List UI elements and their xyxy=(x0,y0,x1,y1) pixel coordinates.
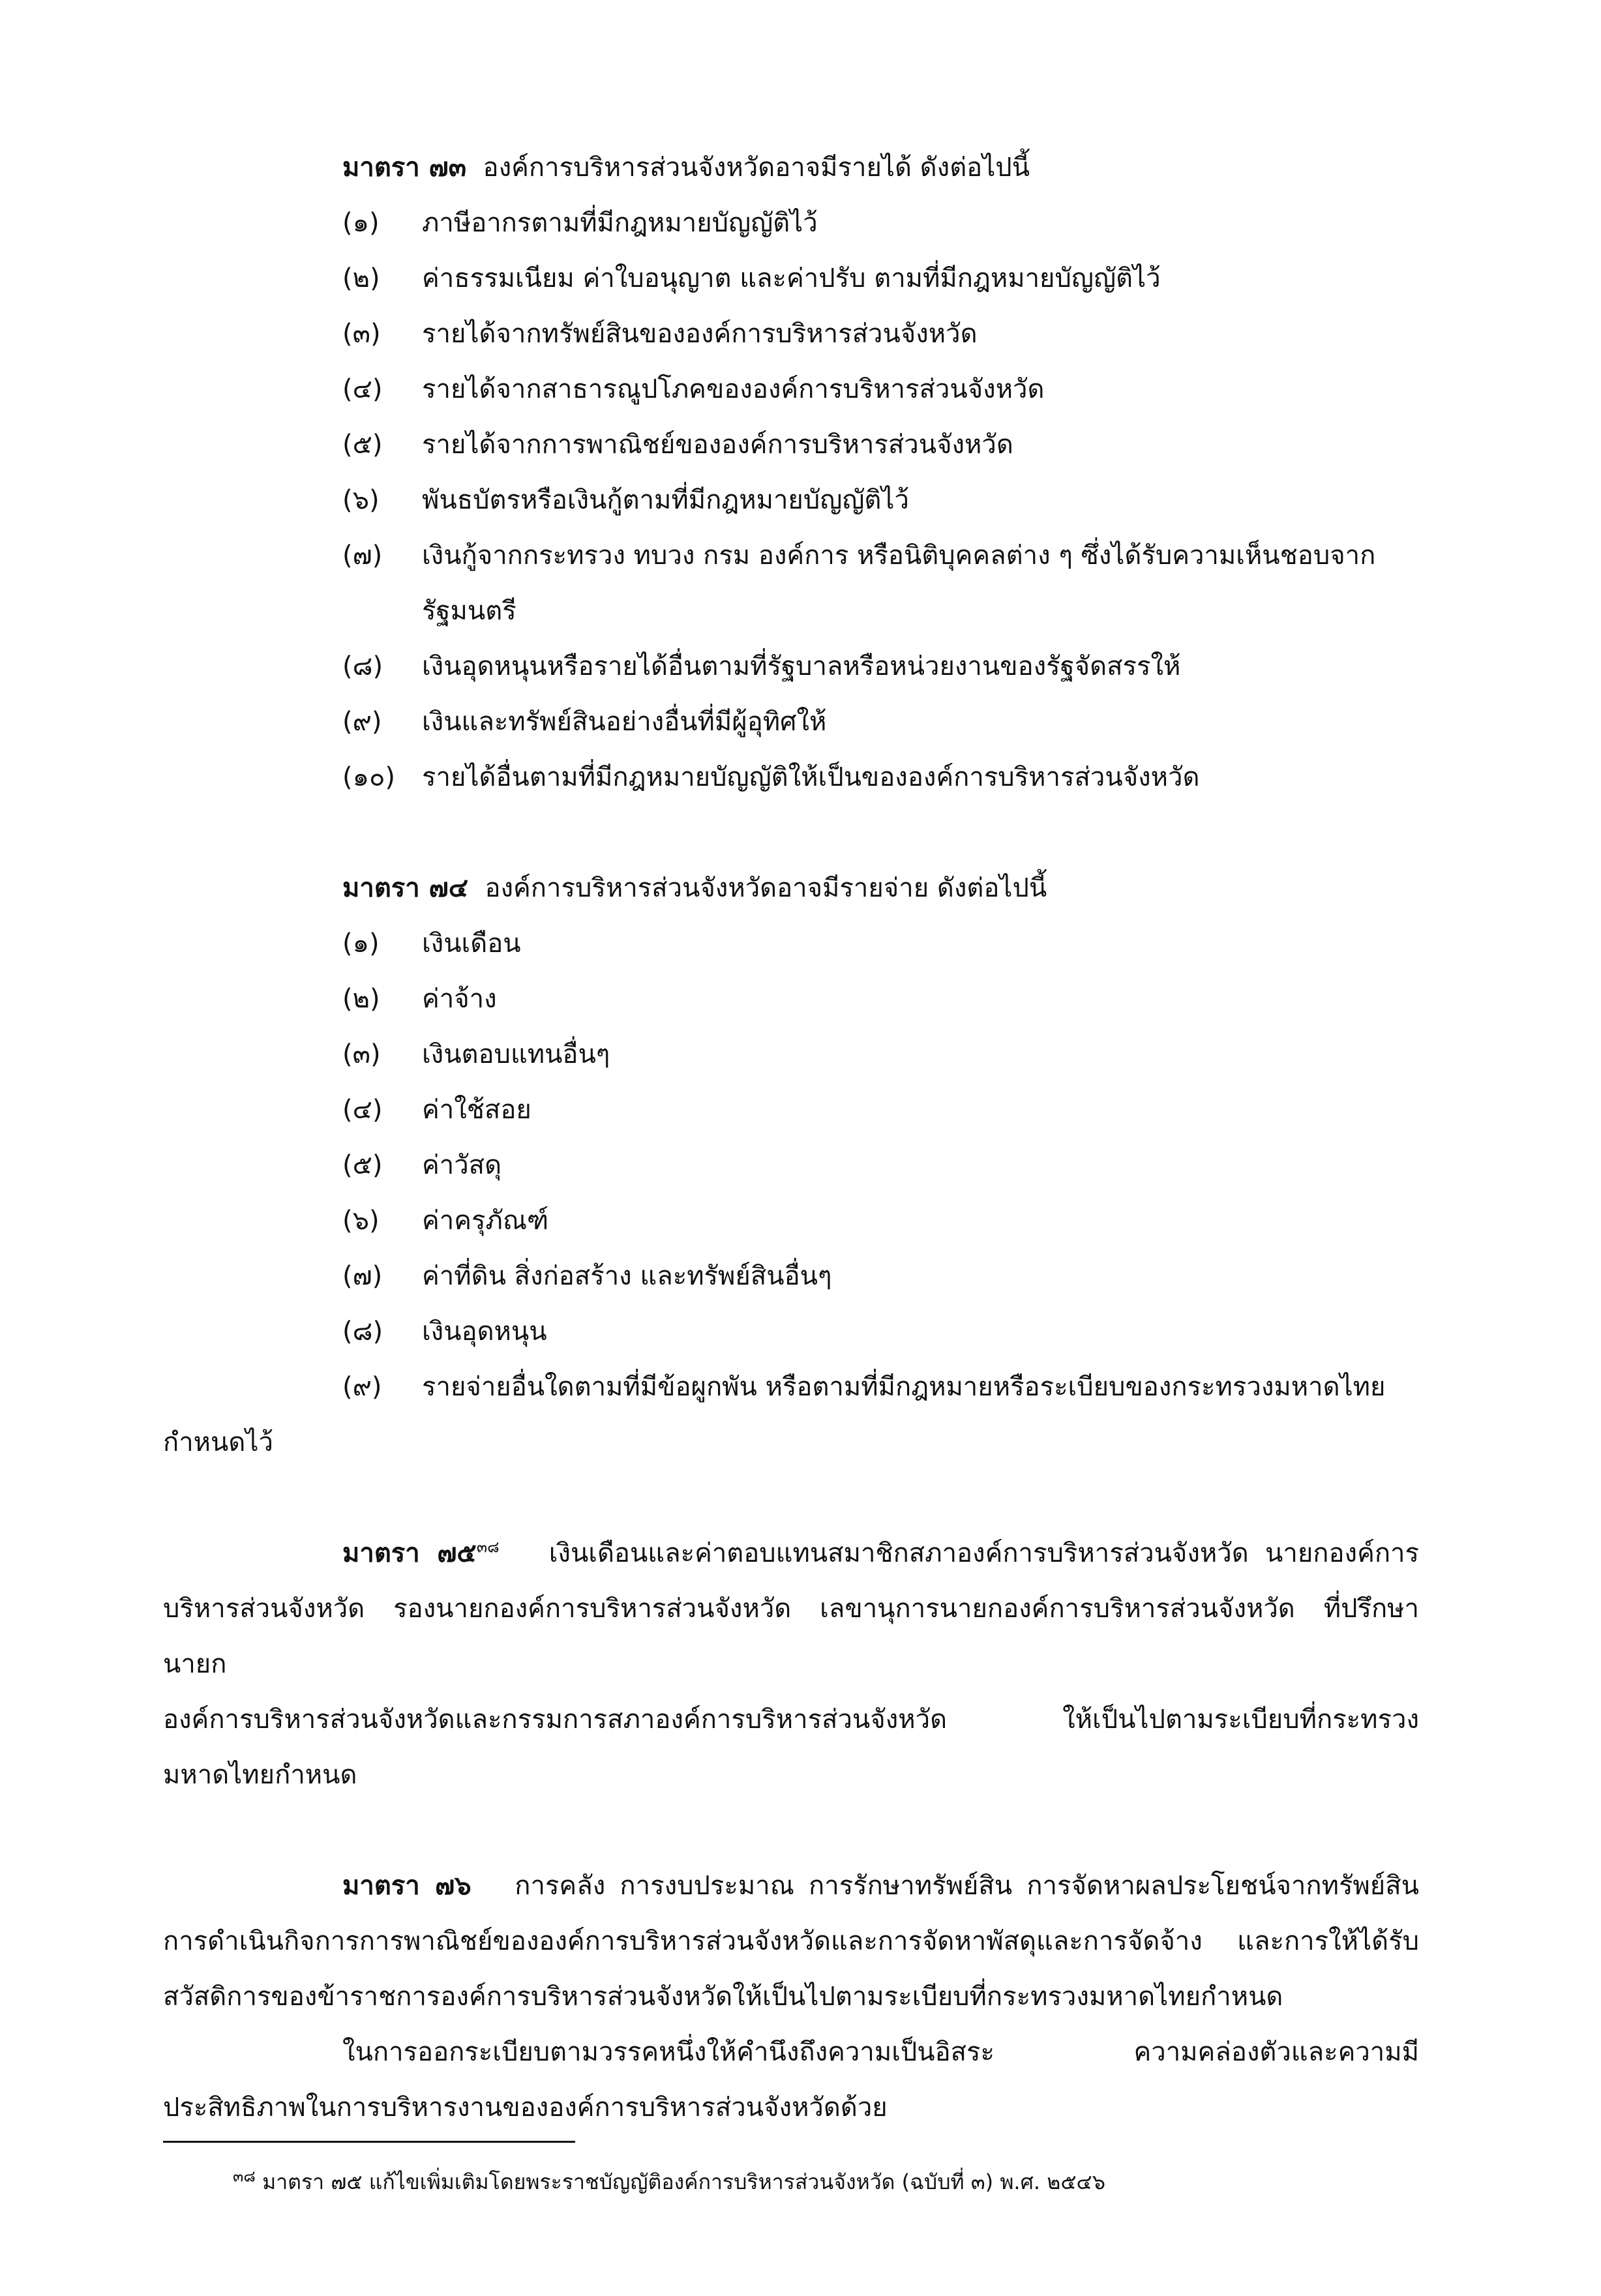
document-page xyxy=(163,140,1419,2201)
footnote xyxy=(163,2162,1419,2201)
item-number: (๔) xyxy=(342,1095,383,1125)
list-item xyxy=(163,1360,1419,1415)
section-74-heading xyxy=(163,861,1419,916)
item-number: (๕) xyxy=(342,430,383,460)
list-item xyxy=(163,1138,1419,1193)
section-75-line-4: มหาดไทยกำหนด xyxy=(163,1760,357,1790)
item-number: (๓) xyxy=(342,1039,381,1069)
section-text: องค์การบริหารส่วนจังหวัดอาจมีรายได้ ดังต่อไปนี้ xyxy=(483,153,1030,183)
section-text: การคลัง การงบประมาณ การรักษาทรัพย์สิน การจัดหาผลประโยชน์จากทรัพย์สิน xyxy=(515,1871,1419,1901)
list-item xyxy=(163,694,1419,750)
item-text: เงินตอบแทนอื่นๆ xyxy=(422,1039,610,1069)
list-item xyxy=(163,1082,1419,1138)
item-text: รายได้อื่นตามที่มีกฎหมายบัญญัติให้เป็นขององค์การบริหารส่วนจังหวัด xyxy=(422,762,1200,792)
list-item xyxy=(163,528,1419,639)
section-76-para2-line-2: ประสิทธิภาพในการบริหารงานขององค์การบริหารส่วนจังหวัดด้วย xyxy=(163,2093,888,2123)
list-item xyxy=(163,473,1419,528)
section-76-para2-line-1: ในการออกระเบียบตามวรรคหนึ่งให้คำนึงถึงความเป็นอิสระ ความคล่องตัวและความมี xyxy=(342,2037,1419,2067)
list-item xyxy=(163,251,1419,306)
section-label: มาตรา ๗๓ xyxy=(342,153,467,183)
item-text: ค่าครุภัณฑ์ xyxy=(422,1206,549,1236)
footnote-ref: ๓๘ xyxy=(476,1538,500,1557)
section-label: มาตรา ๗๔ xyxy=(342,873,469,903)
item-text: เงินและทรัพย์สินอย่างอื่นที่มีผู้อุทิศให้ xyxy=(422,707,827,737)
list-item xyxy=(163,417,1419,473)
item-text: ค่าใช้สอย xyxy=(422,1095,531,1125)
section-73-heading xyxy=(163,140,1419,196)
item-number: (๘) xyxy=(342,1317,383,1347)
section-76-line-2: การดำเนินกิจการการพาณิชย์ขององค์การบริหารส่วนจังหวัดและการจัดหาพัสดุและการจัดจ้าง และการให้ได้รับ xyxy=(163,1926,1419,1956)
item-text: ค่าธรรมเนียม ค่าใบอนุญาต และค่าปรับ ตามที่มีกฎหมายบัญญัติไว้ xyxy=(422,263,1161,293)
item-text: ค่าที่ดิน สิ่งก่อสร้าง และทรัพย์สินอื่นๆ xyxy=(422,1261,832,1291)
list-item xyxy=(163,196,1419,251)
item-text: รายได้จากทรัพย์สินขององค์การบริหารส่วนจังหวัด xyxy=(422,319,978,349)
section-75-line-3: องค์การบริหารส่วนจังหวัดและกรรมการสภาองค์การบริหารส่วนจังหวัด ให้เป็นไปตามระเบียบที่กระทรวง xyxy=(163,1705,1419,1735)
footnote-divider xyxy=(163,2141,575,2143)
item-text: ค่าจ้าง xyxy=(422,984,497,1014)
list-item xyxy=(163,750,1419,805)
section-gap xyxy=(163,1803,1419,1858)
item-number: (๙) xyxy=(342,1372,382,1402)
item-text: พันธบัตรหรือเงินกู้ตามที่มีกฎหมายบัญญัติไว้ xyxy=(422,485,909,515)
list-item xyxy=(163,306,1419,362)
item-number: (๑) xyxy=(342,929,380,959)
item-number: (๗) xyxy=(342,541,383,571)
list-item xyxy=(163,362,1419,417)
item-number: (๒) xyxy=(342,984,380,1014)
section-text: เงินเดือนและค่าตอบแทนสมาชิกสภาองค์การบริหารส่วนจังหวัด นายกองค์การ xyxy=(548,1538,1419,1568)
section-74-continuation: กำหนดไว้ xyxy=(163,1427,273,1457)
item-number: (๑) xyxy=(342,208,380,238)
section-label: มาตรา ๗๕ xyxy=(342,1538,477,1568)
item-text: เงินอุดหนุน xyxy=(422,1317,547,1347)
section-label: มาตรา ๗๖ xyxy=(342,1871,471,1901)
footnote-number: ๓๘ xyxy=(233,2167,256,2186)
list-item xyxy=(163,1249,1419,1304)
item-number: (๕) xyxy=(342,1150,383,1180)
item-text: ภาษีอากรตามที่มีกฎหมายบัญญัติไว้ xyxy=(422,208,818,238)
item-text: เงินกู้จากกระทรวง ทบวง กรม องค์การ หรือนิติบุคคลต่าง ๆ ซึ่งได้รับความเห็นชอบจากรัฐมนตรี xyxy=(422,541,1376,626)
item-number: (๑๐) xyxy=(342,762,396,792)
item-text: รายจ่ายอื่นใดตามที่มีข้อผูกพัน หรือตามที่มีกฎหมายหรือระเบียบของกระทรวงมหาดไทย xyxy=(422,1372,1386,1402)
item-number: (๒) xyxy=(342,263,380,293)
item-number: (๓) xyxy=(342,319,381,349)
list-item xyxy=(163,1027,1419,1082)
list-item xyxy=(163,972,1419,1027)
item-number: (๔) xyxy=(342,374,383,404)
item-number: (๖) xyxy=(342,485,380,515)
item-text: รายได้จากการพาณิชย์ขององค์การบริหารส่วนจังหวัด xyxy=(422,430,1013,460)
footnote-text: มาตรา ๗๕ แก้ไขเพิ่มเติมโดยพระราชบัญญัติองค์การบริหารส่วนจังหวัด (ฉบับที่ ๓) พ.ศ. ๒๕๔๖ xyxy=(262,2169,1106,2194)
item-text: รายได้จากสาธารณูปโภคขององค์การบริหารส่วนจังหวัด xyxy=(422,374,1045,404)
list-item xyxy=(163,1304,1419,1360)
section-75-line-1 xyxy=(163,1526,1419,1581)
section-74-items xyxy=(163,916,1419,1415)
item-number: (๖) xyxy=(342,1206,380,1236)
section-76-line-3: สวัสดิการของข้าราชการองค์การบริหารส่วนจังหวัดให้เป็นไปตามระเบียบที่กระทรวงมหาดไทยกำหนด xyxy=(163,1982,1283,2012)
section-75-line-2: บริหารส่วนจังหวัด รองนายกองค์การบริหารส่วนจังหวัด เลขานุการนายกองค์การบริหารส่วนจังหวัด ที่ปรึกษานายก xyxy=(163,1594,1419,1679)
list-item xyxy=(163,1193,1419,1249)
item-text: ค่าวัสดุ xyxy=(422,1150,502,1180)
section-gap xyxy=(163,1470,1419,1526)
section-gap xyxy=(163,805,1419,861)
item-number: (๙) xyxy=(342,707,382,737)
item-text: เงินเดือน xyxy=(422,929,521,959)
list-item xyxy=(163,639,1419,694)
section-text: องค์การบริหารส่วนจังหวัดอาจมีรายจ่าย ดังต่อไปนี้ xyxy=(485,873,1047,903)
item-number: (๗) xyxy=(342,1261,383,1291)
item-text: เงินอุดหนุนหรือรายได้อื่นตามที่รัฐบาลหรือหน่วยงานของรัฐจัดสรรให้ xyxy=(422,651,1181,681)
item-number: (๘) xyxy=(342,651,383,681)
section-73-items xyxy=(163,196,1419,805)
section-76-line-1 xyxy=(163,1858,1419,1914)
list-item xyxy=(163,916,1419,972)
